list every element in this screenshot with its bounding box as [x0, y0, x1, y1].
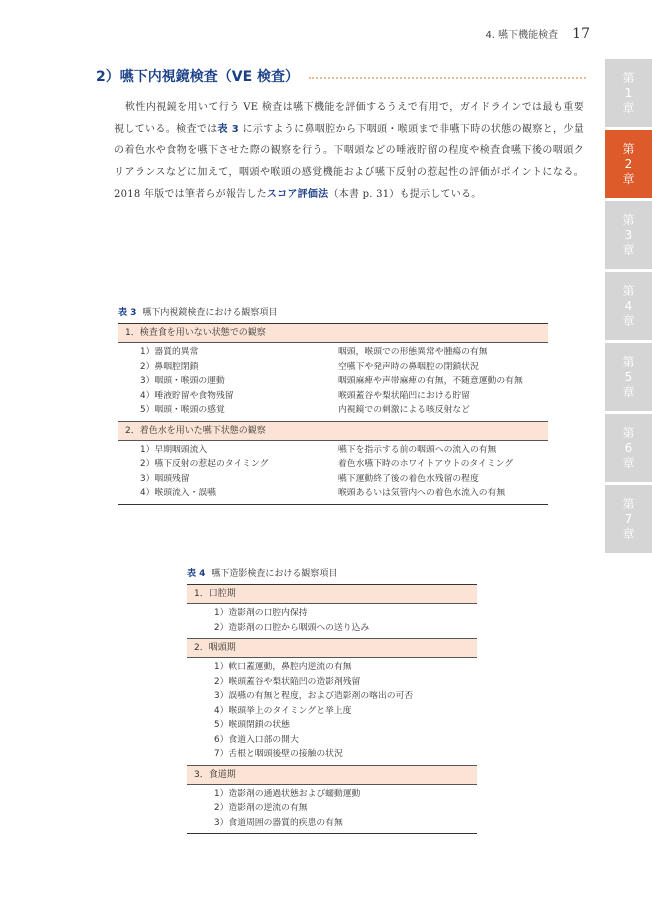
row-item: 5）咽頭・喉頭の感覚: [140, 405, 225, 415]
tab-char: 章: [622, 384, 635, 399]
row-item: 4）喉頭挙上のタイミングと挙上度: [214, 705, 352, 716]
tab-char: 章: [622, 313, 635, 328]
table-section-rows: [118, 343, 548, 421]
tab-char: 第: [622, 70, 635, 85]
row-description: 着色水嚥下時のホワイトアウトのタイミング: [338, 459, 514, 469]
running-head: [440, 26, 590, 42]
row-item: 3）咽頭・喉頭の運動: [140, 376, 225, 386]
table-section-heading: 1．検査食を用いない状態での観察: [118, 324, 548, 343]
table-caption: [187, 566, 477, 579]
table-body: [118, 323, 548, 505]
row-item: 2）嚥下反射の惹起のタイミング: [140, 459, 269, 469]
tab-char: 第: [622, 354, 635, 369]
tab-char: 第: [622, 496, 635, 511]
table-title: 嚥下内視鏡検査における観察項目: [142, 308, 278, 318]
table-section-rows: [187, 658, 477, 765]
row-description: 咽頭，喉頭での形態異常や腫瘍の有無: [338, 347, 488, 357]
table-row: [187, 606, 477, 621]
tab-char: 第: [622, 212, 635, 227]
table-caption: [118, 305, 548, 318]
row-item: 2）鼻咽腔閉鎖: [140, 361, 199, 372]
page-number: 17: [572, 26, 590, 42]
row-description: 咽頭麻痺や声帯麻痺の有無，不随意運動の有無: [338, 376, 523, 386]
table-row: [187, 621, 477, 636]
body-text-segment: 軟性内視鏡を用いて行う VE 検査は嚥下機能を評価するうえで有用で，ガイドラインでは最も重要視している。検査では: [114, 102, 584, 135]
tab-char: 第: [622, 425, 635, 440]
table-3: [118, 305, 548, 505]
chapter-tab-7[interactable]: [605, 485, 652, 553]
table-row: [118, 374, 548, 389]
chapter-tabs: [605, 59, 652, 556]
tab-char: 5: [624, 369, 633, 384]
body-text-segment: に示すように鼻咽腔から下咽頭・喉頭まで非嚥下時の状態の観察と，少量の着色水や食物を嚥下させた際の観察を行う。下咽頭などの唾液貯留の程度や検査食嚥下後の咽頭クリアランスなどに加えて，咽頭や喉頭の感覚機能および嚥下反射の惹起性の評価がポイントになる。2018 年版では筆者らが報告した: [114, 123, 584, 200]
row-item: 1）造影剤の口腔内保持: [214, 608, 308, 618]
table-4: [187, 566, 477, 834]
tab-char: 第: [622, 141, 635, 156]
chapter-tab-2[interactable]: [605, 130, 652, 198]
row-description: 空嚥下や発声時の鼻咽腔の閉鎖状況: [338, 361, 479, 372]
table-row: [187, 816, 477, 831]
table-row: [118, 403, 548, 418]
table-row: [187, 689, 477, 704]
tab-char: 4: [624, 298, 633, 313]
table-section-heading: 3．食道期: [187, 765, 477, 785]
chapter-tab-6[interactable]: [605, 414, 652, 482]
row-description: 内視鏡での刺激による咳反射など: [338, 405, 470, 415]
table-row: [187, 747, 477, 762]
table-body: [187, 584, 477, 834]
row-item: 1）早期咽頭流入: [140, 444, 208, 455]
row-item: 3）咽頭残留: [140, 473, 190, 484]
chapter-tab-1[interactable]: [605, 59, 652, 127]
tab-char: 章: [622, 455, 635, 470]
section-leader-dots: [309, 77, 586, 79]
row-item: 1）軟口蓋運動，鼻腔内逆流の有無: [214, 662, 352, 672]
score-method-term: スコア評価法: [266, 188, 329, 200]
tab-char: 6: [624, 440, 633, 455]
table-section-heading: 2．着色水を用いた嚥下状態の観察: [118, 421, 548, 441]
body-text-segment: （本書 p. 31）も提示している。: [328, 188, 482, 200]
row-description: 嚥下運動終了後の着色水残留の程度: [338, 473, 479, 484]
row-item: 3）食道周囲の器質的疾患の有無: [214, 817, 343, 828]
tab-char: 第: [622, 283, 635, 298]
row-item: 5）喉頭閉鎖の状態: [214, 720, 290, 730]
row-item: 6）食道入口部の開大: [214, 734, 299, 745]
table-row: [187, 675, 477, 690]
table-row: [187, 787, 477, 802]
table-row: [118, 345, 548, 360]
chapter-tab-3[interactable]: [605, 201, 652, 269]
section-heading: [96, 66, 586, 86]
tab-char: 3: [624, 227, 633, 242]
tab-char: 章: [622, 171, 635, 186]
table-row: [118, 360, 548, 375]
chapter-tab-4[interactable]: [605, 272, 652, 340]
row-item: 4）喉頭流入・誤嚥: [140, 488, 216, 498]
table-label: 表 4: [187, 569, 206, 579]
table-label: 表 3: [118, 308, 137, 318]
table-row: [187, 801, 477, 816]
table-row: [187, 733, 477, 748]
chapter-tab-5[interactable]: [605, 343, 652, 411]
row-item: 1）造影剤の通過状態および蠕動運動: [214, 788, 361, 799]
row-item: 2）造影剤の逆流の有無: [214, 803, 308, 813]
tab-char: 章: [622, 100, 635, 115]
table-row: [118, 486, 548, 501]
section-title: 2）嚥下内視鏡検査（VE 検査）: [96, 69, 300, 85]
table-section-rows: [118, 441, 548, 504]
table-row: [187, 704, 477, 719]
row-item: 2）造影剤の口腔から咽頭への送り込み: [214, 622, 370, 633]
table-section-heading: 2．咽頭期: [187, 638, 477, 658]
table-row: [118, 457, 548, 472]
row-description: 嚥下を指示する前の咽頭への流入の有無: [338, 444, 497, 455]
tab-char: 章: [622, 242, 635, 257]
table-section-rows: [187, 604, 477, 638]
tab-char: 7: [624, 511, 633, 526]
tab-char: 章: [622, 526, 635, 541]
table-section-rows: [187, 785, 477, 834]
table-row: [118, 389, 548, 404]
row-item: 3）誤嚥の有無と程度，および造影剤の喀出の可否: [214, 691, 414, 701]
row-item: 2）喉頭蓋谷や梨状陥凹の造影剤残留: [214, 676, 361, 687]
tab-char: 2: [624, 156, 633, 171]
row-item: 1）器質的異常: [140, 347, 199, 357]
row-description: 喉頭あるいは気管内への着色水流入の有無: [338, 488, 506, 498]
tab-char: 1: [624, 85, 633, 100]
table-section-heading: 1．口腔期: [187, 585, 477, 604]
table-row: [118, 472, 548, 487]
table-reference-link: 表 3: [217, 123, 239, 135]
running-head-section: 4. 嚥下機能検査: [485, 30, 559, 41]
row-item: 7）舌根と咽頭後壁の接触の状況: [214, 749, 343, 759]
table-title: 嚥下造影検査における観察項目: [211, 569, 338, 579]
row-description: 喉頭蓋谷や梨状陥凹における貯留: [338, 390, 470, 401]
body-paragraph: [114, 97, 584, 206]
table-row: [187, 660, 477, 675]
table-row: [118, 443, 548, 458]
table-row: [187, 718, 477, 733]
row-item: 4）唾液貯留や食物残留: [140, 390, 234, 401]
